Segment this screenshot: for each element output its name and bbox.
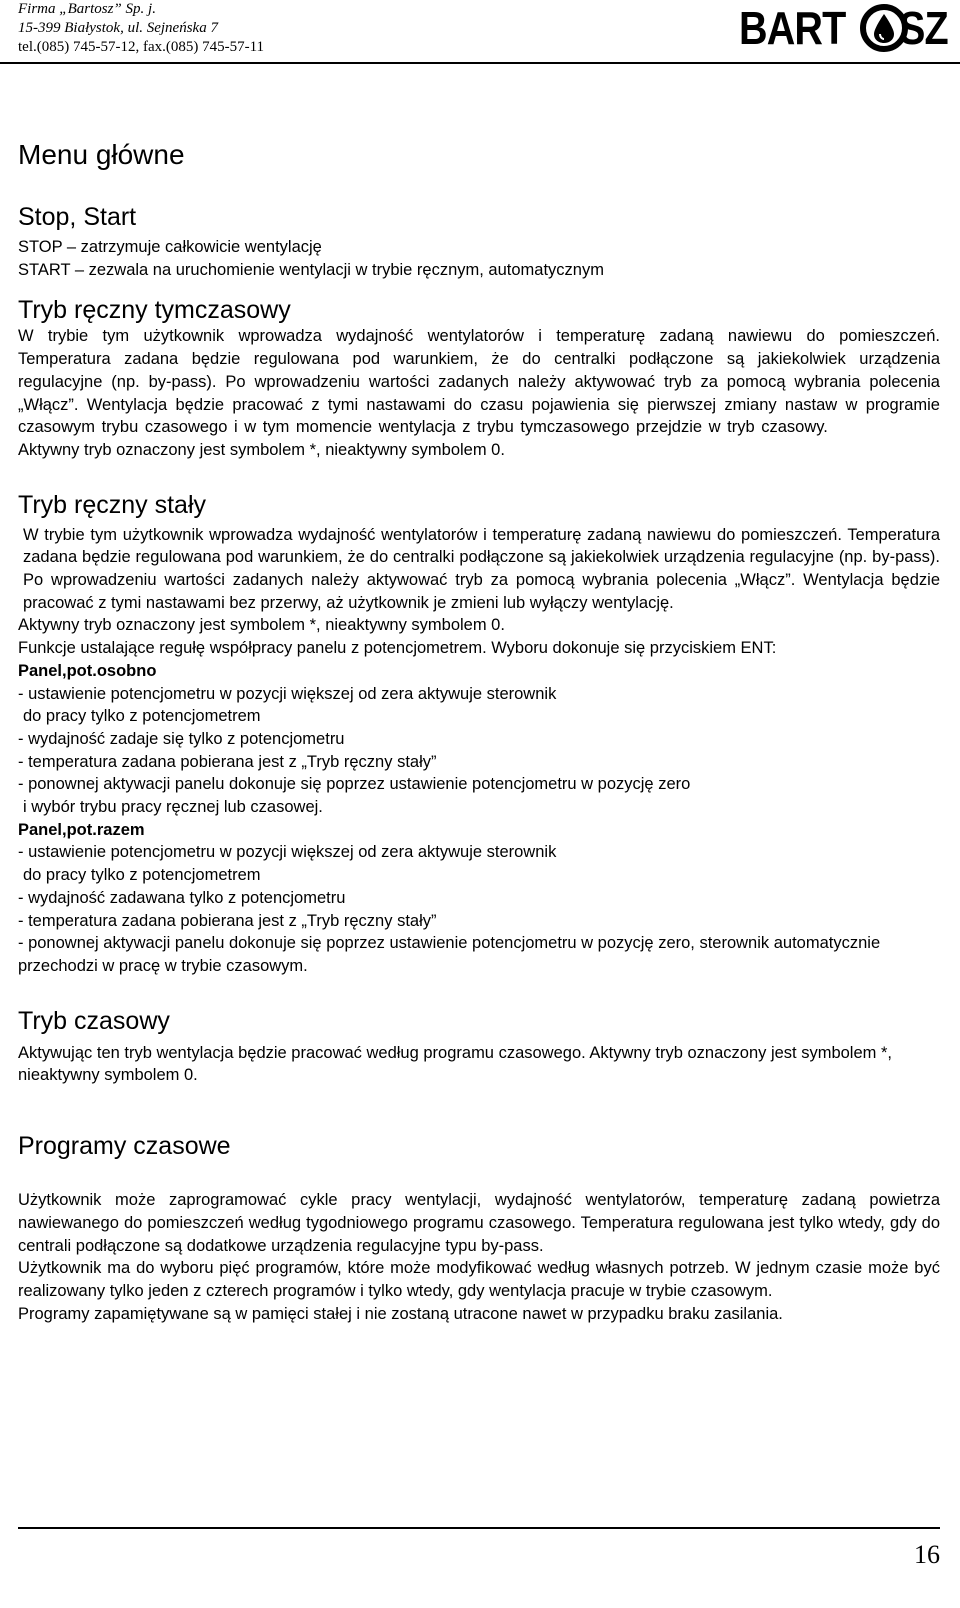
manual-temporary-paragraph: W trybie tym użytkownik wprowadza wydajność wentylatorów i temperaturę zadaną nawiewu do pomieszczeń. Temperatura zadana będzie regulowana pod warunkiem, że do centralki podłączone są jakiekolwiek urządzenia regulacyjne (np. by-pass). Po wprowadzeniu wartości zadanych należy aktywować tryb za pomocą wybrania polecenia „Włącz”. Wentylacja będzie pracować z tymi nastawami do czasu pojawienia się pierwszej zmiany nastaw w programie czasowym trybu czasowego i w tym momencie wentylacja z trybu tymczasowego przejdzie w tryb czasowy. <box>18 327 940 437</box>
section-heading-manual-fixed: Tryb ręczny stały <box>18 490 207 519</box>
section-heading-programs: Programy czasowe <box>18 1132 231 1161</box>
start-line: START – zezwala na uruchomienie wentylacji w trybie ręcznym, automatycznym <box>18 260 604 279</box>
section-heading-manual-temporary: Tryb ręczny tymczasowy <box>18 296 291 325</box>
logo-text-right: SZ <box>899 2 949 54</box>
logo-text-left: BART <box>739 2 846 54</box>
list-item: - wydajność zadaje się tylko z potencjometru <box>18 729 345 748</box>
list-item: do pracy tylko z potencjometrem <box>23 707 261 726</box>
programs-paragraph-1: Użytkownik może zaprogramować cykle pracy wentylacji, wydajność wentylatorów, temperaturę zadaną powietrza nawiewanego do pomieszczeń według tygodniowego programu czasowego. Temperatura regulowana jest tylko wtedy, gdy do centrali podłączone są dodatkowe urządzenia regulacyjne typu by-pass. <box>18 1191 940 1255</box>
company-info <box>18 0 264 57</box>
company-phone: tel.(085) 745-57-12, fax.(085) 745-57-11 <box>18 39 265 55</box>
programs-paragraph-2: Użytkownik ma do wyboru pięć programów, które może modyfikować według własnych potrzeb. W jednym czasie może być realizowany tylko jeden z czterech programów i tylko wtedy, gdy wentylacja pracuje w trybie czasowym. <box>18 1259 940 1300</box>
programs-paragraph-3: Programy zapamiętywane są w pamięci stałej i nie zostaną utracone nawet w przypadku braku zasilania. <box>18 1304 783 1323</box>
manual-fixed-paragraph: W trybie tym użytkownik wprowadza wydajność wentylatorów i temperaturę zadaną nawiewu do pomieszczeń. Temperatura zadana będzie regulowana pod warunkiem, że do centralki podłączone są jakiekolwiek urządzenia regulacyjne (np. by-pass). Po wprowadzeniu wartości zadanych należy aktywować tryb za pomocą wybrania polecenia „Włącz”. Wentylacja będzie pracować z tymi nastawami bez przerwy, aż użytkownik je zmieni lub wyłączy wentylację. <box>23 525 940 612</box>
company-logo <box>739 2 956 54</box>
panel-pot-separately-title: Panel,pot.osobno <box>18 661 157 680</box>
company-name: Firma „Bartosz” Sp. j. <box>18 1 156 17</box>
manual-fixed-symbols: Aktywny tryb oznaczony jest symbolem *, nieaktywny symbolem 0. <box>18 616 505 635</box>
company-address: 15-399 Białystok, ul. Sejneńska 7 <box>18 20 218 36</box>
page-header <box>0 0 960 64</box>
section-heading-stop-start: Stop, Start <box>18 203 137 231</box>
section-heading-timed: Tryb czasowy <box>18 1006 170 1035</box>
stop-line: STOP – zatrzymuje całkowicie wentylację <box>18 238 322 256</box>
timed-paragraph: Aktywując ten tryb wentylacja będzie pracować według programu czasowego. Aktywny tryb oznaczony jest symbolem *, nieaktywny symbolem 0. <box>18 1043 892 1085</box>
list-item: - wydajność zadawana tylko z potencjometru <box>18 888 346 907</box>
page-number: 16 <box>914 1540 940 1569</box>
footer-rule <box>18 1527 940 1529</box>
list-item: i wybór trybu pracy ręcznej lub czasowej. <box>23 798 323 817</box>
list-item: - ponownej aktywacji panelu dokonuje się poprzez ustawienie potencjometru w pozycję zero <box>18 775 691 794</box>
list-item: do pracy tylko z potencjometrem <box>23 866 261 885</box>
panel-pot-together-title: Panel,pot.razem <box>18 820 145 839</box>
page-title: Menu główne <box>18 139 185 170</box>
list-item: - ustawienie potencjometru w pozycji większej od zera aktywuje sterownik <box>18 843 557 862</box>
potentiometer-intro: Funkcje ustalające regułę współpracy panelu z potencjometrem. Wyboru dokonuje się przyciskiem ENT: <box>18 639 777 658</box>
list-item: - ustawienie potencjometru w pozycji większej od zera aktywuje sterownik <box>18 684 557 703</box>
list-item: - temperatura zadana pobierana jest z „Tryb ręczny stały” <box>18 752 437 771</box>
list-item: - temperatura zadana pobierana jest z „Tryb ręczny stały” <box>18 911 437 930</box>
document-body <box>18 138 940 1325</box>
list-item: - ponownej aktywacji panelu dokonuje się poprzez ustawienie potencjometru w pozycję zero, sterownik automatycznie przechodzi w pracę w trybie czasowym. <box>18 934 881 975</box>
manual-temporary-symbols: Aktywny tryb oznaczony jest symbolem *, nieaktywny symbolem 0. <box>18 440 505 459</box>
